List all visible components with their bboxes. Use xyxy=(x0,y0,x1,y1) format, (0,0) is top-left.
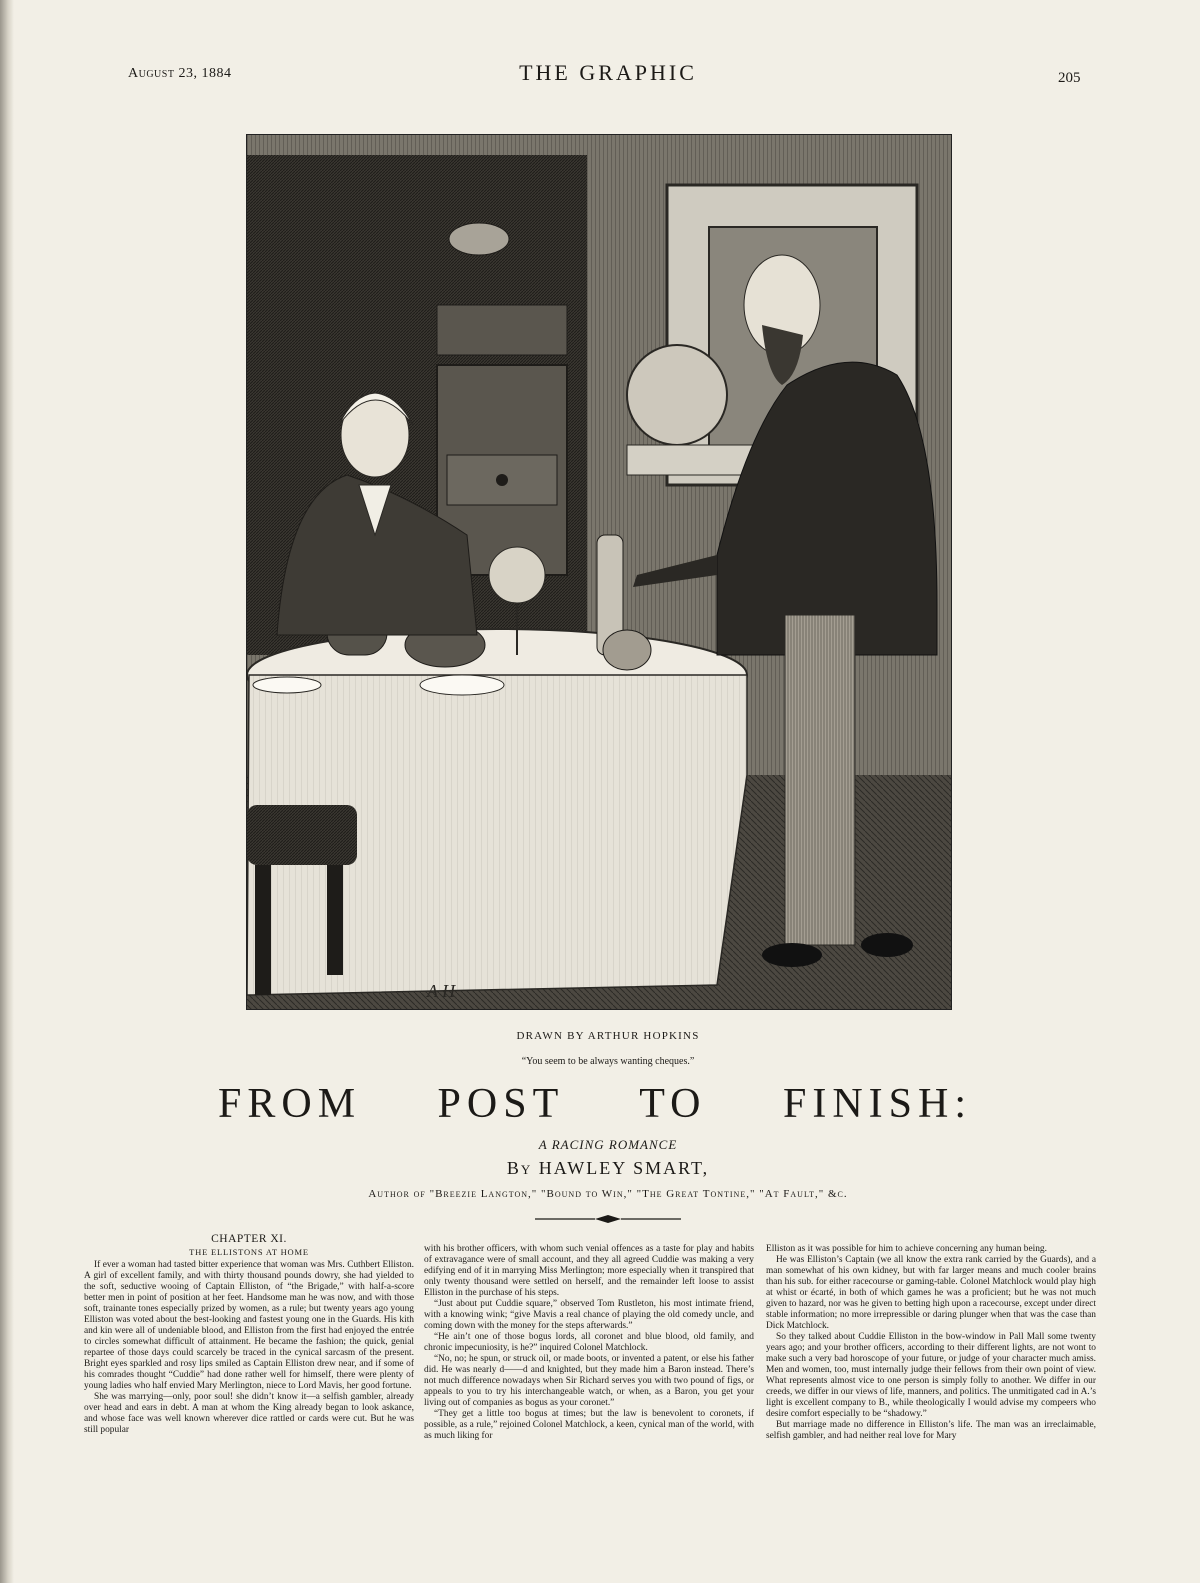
plate xyxy=(420,675,504,695)
paragraph: She was marrying—only, poor soul! she didn’t know it—a selfish gambler, already over head and ears in debt. A man at whom the King already began to look askance, and whose face was well known wherever dice rattled or cards were cut. But he was still popular xyxy=(84,1392,414,1435)
issue-date: August 23, 1884 xyxy=(128,66,232,81)
paragraph: So they talked about Cuddie Elliston in the bow-window in Pall Mall some twenty years ago; and your brother officers, according to their different lights, are not wont to make such a very bad horoscope of your future, or judge of your character much amiss. Men and women, too, must internally judge their fellows from their own point of view. What represents almost vice to one person is simply folly to another. We differ in our creeds, we differ in our views of life, manners, and politics. The unmitigated cad in A.’s light is excellent company to B., while theologically I would advise my compeers who desire comfort especially to be “shadowy.” xyxy=(766,1332,1096,1419)
shoe xyxy=(762,943,822,967)
text-column-2 xyxy=(424,1244,754,1442)
engraving-illustration xyxy=(246,134,952,1010)
paragraph: But marriage made no difference in Elliston’s life. The man was an irreclaimable, selfish gambler, and had neither real love for Mary xyxy=(766,1420,1096,1441)
milk-jug xyxy=(603,630,651,670)
author-works: Author of "Breezie Langton," "Bound to Win," "The Great Tontine," "At Fault," &c. xyxy=(368,1188,848,1200)
paragraph: If ever a woman had tasted bitter experience that woman was Mrs. Cuthbert Elliston. A girl of excellent family, and with thirty thousand pounds dowry, she had yielded to the soft, seductive wooing of Captain Elliston, of “the Brigade,” with half-a-score better men in point of position at her feet. Handsome man he was now, and with those soft, trainante tones especially prized by women, as a rule; but twenty years ago young Elliston was voted about the best-looking and fastest young one in the Guards. His kith and kin were all of undeniable blood, and Elliston from the first had enjoyed the entrée to circles somewhat difficult of attainment. He became the fashion; the quick, genial repartee of those days could scarcely be traced in the cynical sarcasm of the present. Bright eyes sparkled and rosy lips smiled as Captain Elliston drew near, and if some of his comrades thought “Cuddie” had done rather well for himself, there were plenty of young ladies who half envied Mary Merlington, niece to Lord Mavis, her good fortune. xyxy=(84,1260,414,1391)
plate xyxy=(253,677,321,693)
paragraph: “Just about put Cuddie square,” observed Tom Rustleton, his most intimate friend, with a knowing wink; “give Mavis a real chance of playing the old comedy uncle, and coming down with the money for the steps afterwards.” xyxy=(424,1299,754,1331)
shoe xyxy=(861,933,913,957)
story-subtitle: A RACING ROMANCE xyxy=(538,1137,678,1152)
story-title: FROM POST TO FINISH: xyxy=(218,1081,972,1127)
artist-signature: A H xyxy=(427,981,456,1001)
paragraph: He was Elliston’s Captain (we all know the extra rank carried by the Guards), and a man somewhat of his own kidney, but with far larger means and much cooler brains than his sub. for either racecourse or gaming-table. Colonel Matchlock would play high at whist or écarté, in both of which games he was a proficient; but he was not much given to hazard, nor was he given to betting high upon a racecourse, except under direct stable information; no more irrepressible or daring plunger when that was the case than Dick Matchlock. xyxy=(766,1255,1096,1331)
text-column-3 xyxy=(766,1244,1096,1442)
paragraph: “They get a little too bogus at times; but the law is benevolent to coronets, if possible, as a rule,” rejoined Colonel Matchlock, a keen, cynical man of the world, with as much liking for xyxy=(424,1409,754,1441)
chapter-heading: CHAPTER XI. xyxy=(211,1233,287,1245)
flower-bouquet xyxy=(489,547,545,603)
illustration-credit: DRAWN BY ARTHUR HOPKINS xyxy=(516,1030,700,1042)
divider-ornament xyxy=(535,1214,681,1224)
man-trousers xyxy=(785,615,855,945)
publication-title: THE GRAPHIC xyxy=(519,60,697,85)
text-column-1 xyxy=(84,1234,414,1436)
page-edge xyxy=(0,0,14,1583)
story-byline: By HAWLEY SMART, xyxy=(506,1158,710,1178)
paragraph: with his brother officers, with whom such venial offences as a taste for play and habits of extravagance were of small account, and they all agreed Cuddie was making a very edifying end of it in marrying Miss Merlington; more especially when it transpired that only twenty thousand were settled on herself, and the remainder left loose to assist Elliston in the purchase of his steps. xyxy=(424,1244,754,1298)
chair-leg xyxy=(255,865,271,995)
paragraph: “No, no; he spun, or struck oil, or made boots, or invented a patent, or else his father did. He was nearly d——d and knighted, but they made him a Baron instead. There’s not much difference nowadays when Sir Richard serves you with two pound of figs, or appeals to you to try his interchangeable watch, or when, as a Baron, you get your living out of companies as bogus as your coronet.” xyxy=(424,1354,754,1408)
vase xyxy=(449,223,509,255)
illustration-caption: “You seem to be always wanting cheques.” xyxy=(521,1056,695,1067)
page-number: 205 xyxy=(1058,70,1081,86)
chair-seat xyxy=(247,805,357,865)
chair-leg xyxy=(327,865,343,975)
chapter-subheading: THE ELLISTONS AT HOME xyxy=(189,1247,309,1257)
paragraph: Elliston as it was possible for him to achieve concerning any human being. xyxy=(766,1244,1047,1254)
decorative-fan xyxy=(627,345,727,445)
paragraph: “He ain’t one of those bogus lords, all coronet and blue blood, old family, and chronic impecuniosity, is he?” inquired Colonel Matchlock. xyxy=(424,1332,754,1353)
